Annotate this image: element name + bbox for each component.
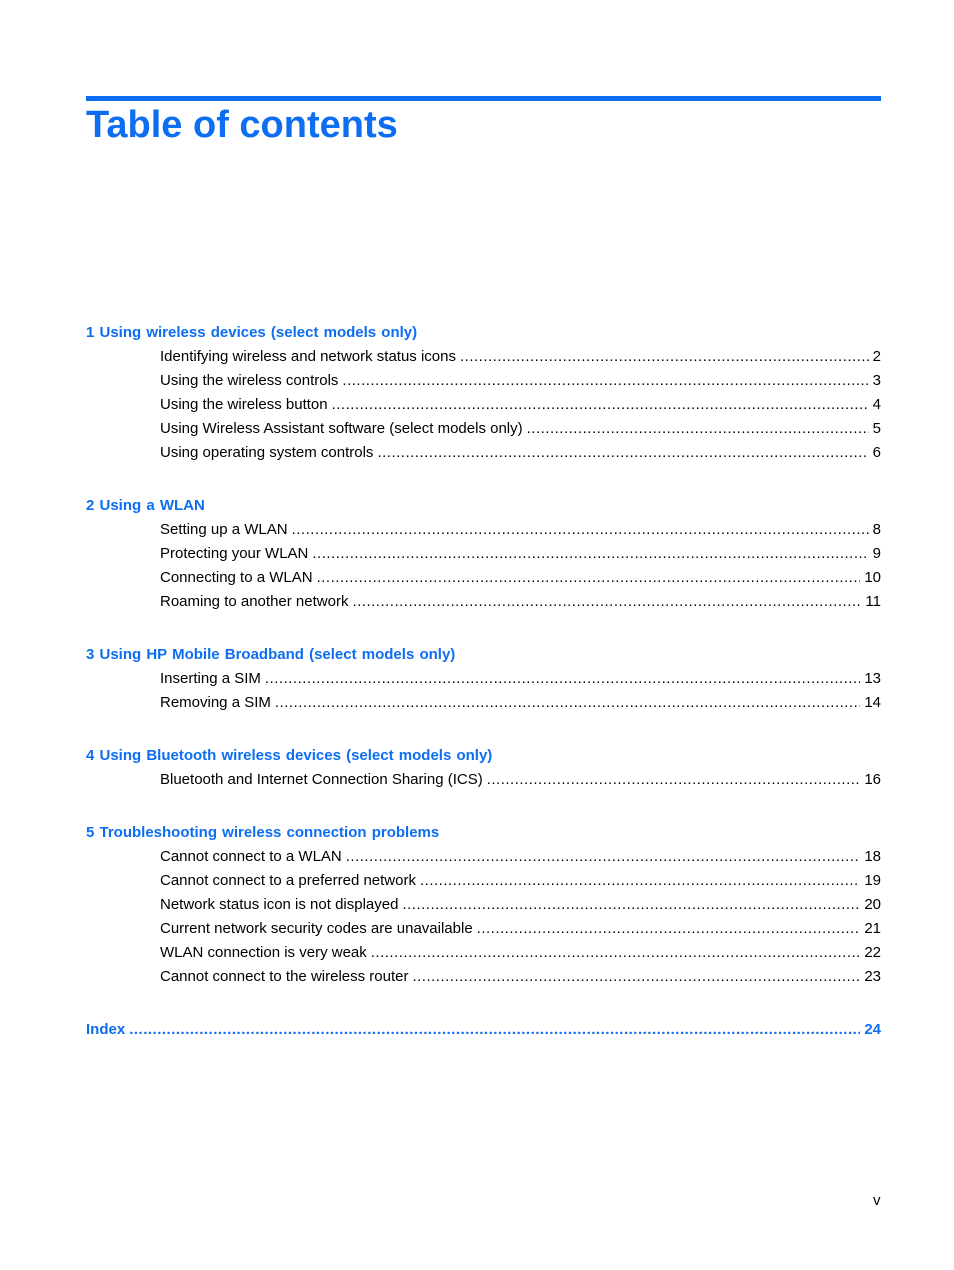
dot-leader	[352, 590, 861, 614]
toc-chapter-4	[86, 744, 881, 792]
toc-entry[interactable]	[86, 941, 881, 965]
dot-leader	[420, 869, 860, 893]
dot-leader	[346, 845, 861, 869]
toc-entry[interactable]	[86, 893, 881, 917]
entry-label: Cannot connect to the wireless router	[160, 968, 409, 985]
table-of-contents	[86, 321, 881, 1071]
dot-leader	[487, 768, 861, 792]
entry-label: Using Wireless Assistant software (select models only)	[160, 420, 523, 437]
toc-entry[interactable]	[86, 965, 881, 989]
entry-page: 23	[864, 968, 881, 985]
dot-leader	[292, 518, 869, 542]
chapter-label: 5 Troubleshooting wireless connection problems	[86, 824, 440, 841]
dot-leader	[377, 441, 868, 465]
toc-entry[interactable]	[86, 393, 881, 417]
toc-chapter-heading[interactable]	[86, 321, 881, 345]
entry-page: 10	[864, 569, 881, 586]
dot-leader	[460, 345, 869, 369]
entry-label: Setting up a WLAN	[160, 521, 288, 538]
toc-entry[interactable]	[86, 542, 881, 566]
dot-leader	[527, 417, 869, 441]
dot-leader	[317, 566, 861, 590]
dot-leader	[312, 542, 868, 566]
dot-leader	[129, 1018, 860, 1042]
toc-entry[interactable]	[86, 590, 881, 614]
entry-label: Connecting to a WLAN	[160, 569, 313, 586]
chapter-label: 3 Using HP Mobile Broadband (select models only)	[86, 646, 456, 663]
entry-page: 14	[864, 694, 881, 711]
entry-page: 2	[872, 348, 881, 365]
dot-leader	[402, 893, 860, 917]
toc-chapter-2	[86, 494, 881, 614]
entry-label: Cannot connect to a WLAN	[160, 848, 342, 865]
toc-entry[interactable]	[86, 691, 881, 715]
toc-entry[interactable]	[86, 917, 881, 941]
toc-chapter-heading[interactable]	[86, 821, 881, 845]
chapter-label: 2 Using a WLAN	[86, 497, 205, 514]
toc-chapter-5	[86, 821, 881, 989]
toc-entry[interactable]	[86, 369, 881, 393]
entry-label: Removing a SIM	[160, 694, 271, 711]
dot-leader	[477, 917, 861, 941]
toc-entry[interactable]	[86, 417, 881, 441]
entry-page: 3	[872, 372, 881, 389]
toc-entry[interactable]	[86, 566, 881, 590]
page-title: Table of contents	[86, 104, 398, 146]
entry-label: Using the wireless controls	[160, 372, 339, 389]
toc-entry[interactable]	[86, 768, 881, 792]
dot-leader	[412, 965, 860, 989]
index-label: Index	[86, 1021, 126, 1038]
toc-entry[interactable]	[86, 518, 881, 542]
entry-page: 21	[864, 920, 881, 937]
toc-entry[interactable]	[86, 667, 881, 691]
entry-page: 18	[864, 848, 881, 865]
entry-page: 19	[864, 872, 881, 889]
toc-chapter-heading[interactable]	[86, 494, 881, 518]
index-page: 24	[864, 1021, 881, 1038]
dot-leader	[265, 667, 860, 691]
entry-page: 9	[872, 545, 881, 562]
entry-page: 22	[864, 944, 881, 961]
chapter-label: 4 Using Bluetooth wireless devices (select models only)	[86, 747, 493, 764]
toc-chapter-1	[86, 321, 881, 465]
dot-leader	[371, 941, 861, 965]
entry-page: 5	[872, 420, 881, 437]
dot-leader	[342, 369, 868, 393]
toc-entry[interactable]	[86, 869, 881, 893]
entry-page: 11	[865, 593, 881, 610]
entry-label: Identifying wireless and network status icons	[160, 348, 456, 365]
entry-label: Bluetooth and Internet Connection Sharing (ICS)	[160, 771, 483, 788]
toc-entry[interactable]	[86, 441, 881, 465]
toc-chapter-heading[interactable]	[86, 643, 881, 667]
entry-label: Using operating system controls	[160, 444, 374, 461]
entry-label: Using the wireless button	[160, 396, 328, 413]
toc-entry[interactable]	[86, 845, 881, 869]
dot-leader	[275, 691, 860, 715]
toc-chapter-heading[interactable]	[86, 744, 881, 768]
entry-page: 13	[864, 670, 881, 687]
toc-entry[interactable]	[86, 345, 881, 369]
entry-label: Inserting a SIM	[160, 670, 261, 687]
entry-label: Roaming to another network	[160, 593, 349, 610]
entry-label: Cannot connect to a preferred network	[160, 872, 416, 889]
entry-label: Current network security codes are unavailable	[160, 920, 473, 937]
toc-index	[86, 1018, 881, 1042]
entry-label: Protecting your WLAN	[160, 545, 309, 562]
toc-chapter-3	[86, 643, 881, 715]
page-number: v	[873, 1192, 881, 1209]
entry-label: Network status icon is not displayed	[160, 896, 399, 913]
entry-page: 8	[872, 521, 881, 538]
dot-leader	[332, 393, 869, 417]
entry-page: 6	[872, 444, 881, 461]
entry-page: 20	[864, 896, 881, 913]
toc-index-entry[interactable]	[86, 1018, 881, 1042]
entry-label: WLAN connection is very weak	[160, 944, 367, 961]
entry-page: 16	[864, 771, 881, 788]
entry-page: 4	[872, 396, 881, 413]
chapter-label: 1 Using wireless devices (select models only)	[86, 324, 418, 341]
